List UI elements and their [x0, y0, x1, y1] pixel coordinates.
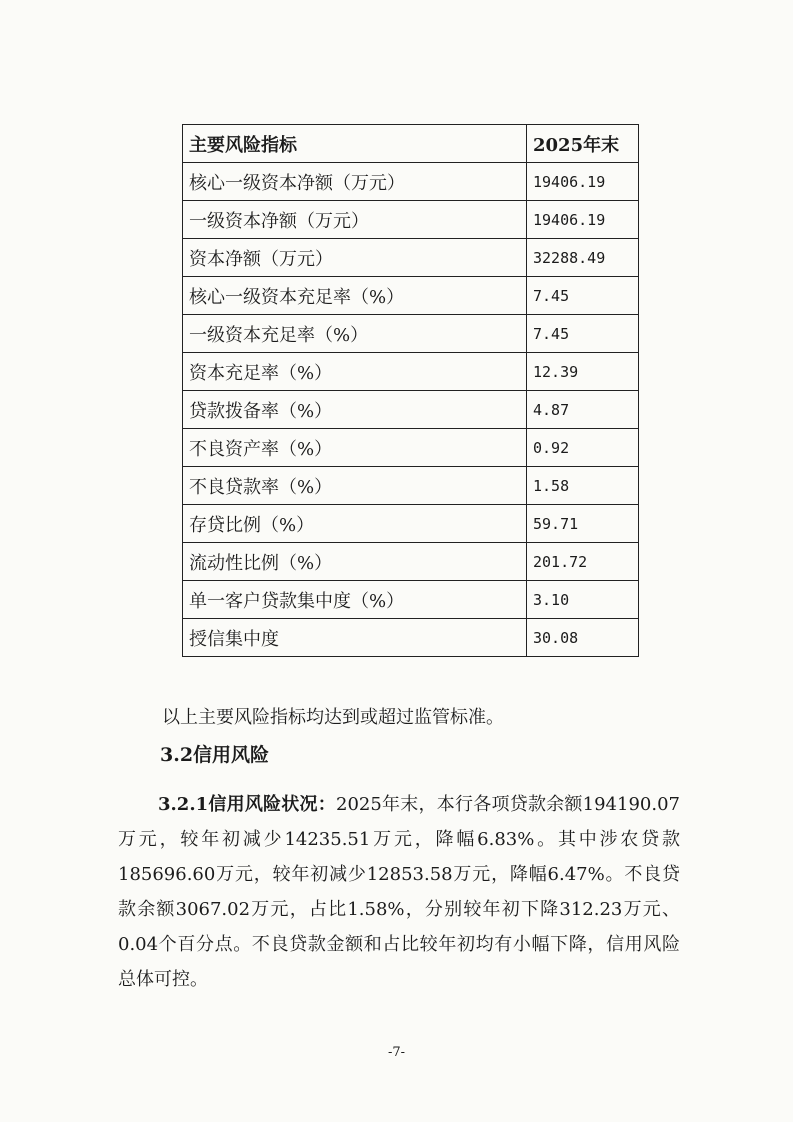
credit-risk-paragraph — [118, 787, 680, 997]
table-row — [183, 315, 639, 353]
row-label: 不良贷款率（%） — [183, 467, 527, 505]
row-label: 核心一级资本充足率（%） — [183, 277, 527, 315]
row-label: 不良资产率（%） — [183, 429, 527, 467]
table-row — [183, 467, 639, 505]
table-row — [183, 391, 639, 429]
row-value: 12.39 — [527, 353, 639, 391]
table-row — [183, 543, 639, 581]
row-label: 资本充足率（%） — [183, 353, 527, 391]
row-value: 4.87 — [527, 391, 639, 429]
row-label: 资本净额（万元） — [183, 239, 527, 277]
table-row — [183, 163, 639, 201]
row-label: 一级资本净额（万元） — [183, 201, 527, 239]
row-value: 1.58 — [527, 467, 639, 505]
table-row — [183, 429, 639, 467]
row-value: 0.92 — [527, 429, 639, 467]
row-value: 201.72 — [527, 543, 639, 581]
row-label: 存贷比例（%） — [183, 505, 527, 543]
row-value: 19406.19 — [527, 201, 639, 239]
compliance-note: 以上主要风险指标均达到或超过监管标准。 — [162, 707, 504, 728]
row-label: 流动性比例（%） — [183, 543, 527, 581]
row-value: 59.71 — [527, 505, 639, 543]
row-label: 授信集中度 — [183, 619, 527, 657]
table-row — [183, 505, 639, 543]
page-number: -7- — [387, 1045, 406, 1060]
table-header-row — [183, 125, 639, 163]
table-row — [183, 581, 639, 619]
table-row — [183, 353, 639, 391]
section-title: 3.2信用风险 — [160, 744, 270, 766]
table-row — [183, 277, 639, 315]
row-value: 30.08 — [527, 619, 639, 657]
row-value: 32288.49 — [527, 239, 639, 277]
table-row — [183, 619, 639, 657]
row-value: 7.45 — [527, 277, 639, 315]
row-value: 7.45 — [527, 315, 639, 353]
row-value: 3.10 — [527, 581, 639, 619]
header-period: 2025年末 — [527, 125, 639, 163]
paragraph-body: 2025年末，本行各项贷款余额194190.07万元，较年初减少14235.51万元，降幅6.83%。其中涉农贷款185696.60万元，较年初减少12853.58万元，降幅6.47%。不良贷款余额3067.02万元，占比1.58%，分别较年初下降312.23万元、0.04个百分点。不良贷款金额和占比较年初均有小幅下降，信用风险总体可控。 — [118, 794, 680, 990]
risk-indicator-table — [182, 124, 639, 657]
table-row — [183, 201, 639, 239]
paragraph-lead: 3.2.1信用风险状况： — [158, 794, 336, 815]
row-label: 单一客户贷款集中度（%） — [183, 581, 527, 619]
row-label: 一级资本充足率（%） — [183, 315, 527, 353]
header-indicator: 主要风险指标 — [183, 125, 527, 163]
row-value: 19406.19 — [527, 163, 639, 201]
row-label: 核心一级资本净额（万元） — [183, 163, 527, 201]
row-label: 贷款拨备率（%） — [183, 391, 527, 429]
table-row — [183, 239, 639, 277]
